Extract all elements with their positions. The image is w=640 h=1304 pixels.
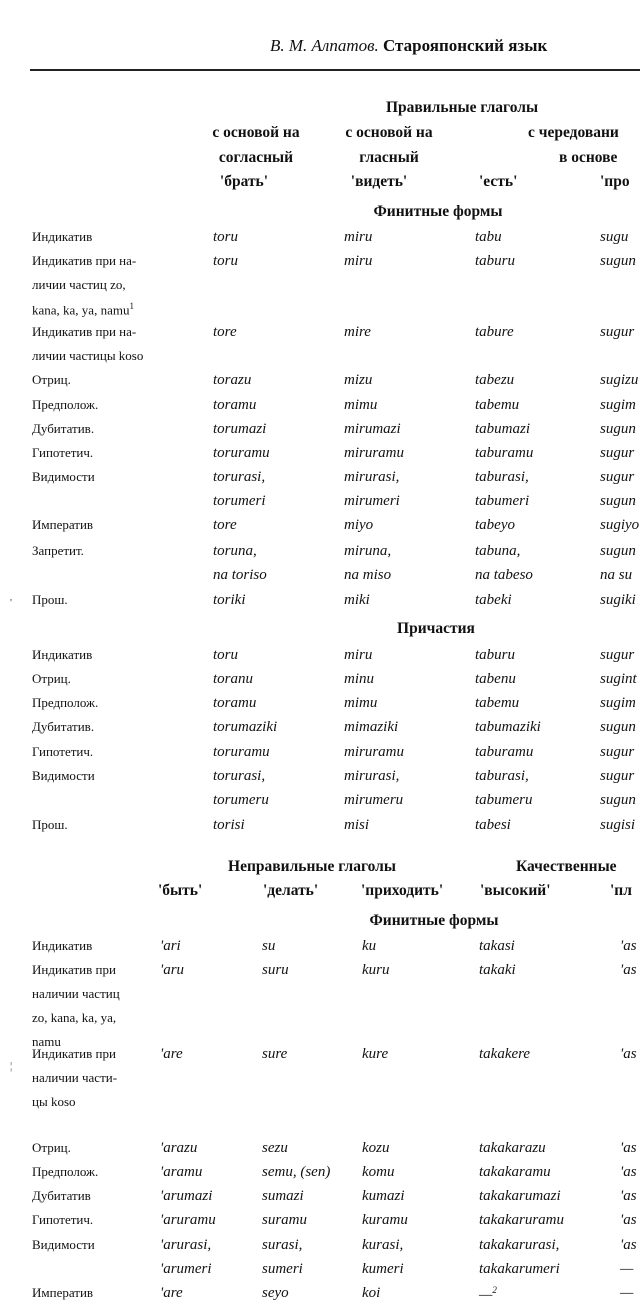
finite-cell-c2: miruna,	[344, 543, 392, 559]
finite-cell-c1: toriki	[213, 592, 246, 608]
finite-row-label: Гипотетич.	[32, 445, 94, 460]
irregular-cell-c4: takakarazu	[479, 1140, 546, 1156]
col2-gloss: 'видеть'	[350, 173, 408, 190]
irregular-row-label: цы koso	[32, 1094, 76, 1109]
irregular-cell-c1: 'aru	[160, 962, 185, 978]
participle-cell-c4: sugur	[600, 744, 635, 760]
col1-head-line1: с основой на	[212, 124, 300, 141]
finite-cell-c3: taburasi,	[475, 469, 529, 485]
margin-mark: ¦	[10, 1060, 13, 1072]
finite-cell-c3: tabumazi	[475, 421, 531, 437]
irregular-cell-c4: takakere	[479, 1046, 531, 1062]
irregular-cell-c4: takakarumeri	[479, 1261, 560, 1277]
participle-cell-c3: tabumaziki	[475, 719, 541, 735]
irregular-row-label: Предполож.	[32, 1164, 99, 1179]
irregular-cell-c5: 'as	[620, 1140, 637, 1156]
participle-row-label: Предполож.	[32, 695, 99, 710]
finite-row-label: Отриц.	[32, 372, 71, 387]
irregular-cell-c1: 'arurasi,	[160, 1237, 212, 1253]
participle-cell-c3: tabesi	[475, 817, 511, 833]
irregular-cell-c3: koi	[362, 1285, 381, 1301]
gloss-be: 'быть'	[158, 882, 203, 899]
irregular-cell-c4: takasi	[479, 938, 515, 954]
finite-cell-c3: tabuna,	[475, 543, 521, 559]
participle-cell-c4: sugint	[600, 671, 637, 687]
finite-cell-c4: sugun	[600, 253, 636, 269]
running-header	[270, 36, 547, 56]
finite-row-label: Прош.	[32, 592, 68, 607]
irregular-cell-c2: sezu	[262, 1140, 288, 1156]
finite-cell-c4: sugun	[600, 493, 636, 509]
participle-row-label: Отриц.	[32, 671, 71, 686]
irregular-cell-c2: semu, (sen)	[262, 1164, 331, 1180]
finite-row-label: Запретит.	[32, 543, 84, 558]
irregular-cell-c3: kumeri	[362, 1261, 404, 1277]
participle-cell-c4: sugun	[600, 792, 636, 808]
irregular-cell-c2: su	[262, 938, 276, 954]
participle-cell-c3: taburu	[475, 647, 516, 663]
participle-cell-c1: torurasi,	[213, 768, 266, 784]
participle-cell-c3: tabumeru	[475, 792, 533, 808]
irregular-cell-c3: kurasi,	[362, 1237, 404, 1253]
finite-cell-c2: miki	[344, 592, 370, 608]
irregular-row-label: Императив	[32, 1285, 94, 1300]
irregular-cell-c4: takakaramu	[479, 1164, 551, 1180]
irregular-cell-c1: 'are	[160, 1285, 183, 1301]
finite-cell-c1: torurasi,	[213, 469, 266, 485]
participle-cell-c4: sugun	[600, 719, 636, 735]
irregular-cell-c2: sure	[262, 1046, 288, 1062]
irregular-cell-c2: suramu	[262, 1212, 308, 1228]
footnote-marker: 2	[492, 1285, 497, 1295]
finite-cell-c2: miruramu	[344, 445, 405, 461]
finite-cell-c4: sugizu	[600, 372, 639, 388]
participle-cell-c1: torumaziki	[213, 719, 278, 735]
finite-cell-c1: toruna,	[213, 543, 257, 559]
participle-cell-c4: sugur	[600, 768, 635, 784]
finite-cell-c2: mimu	[344, 397, 378, 413]
irregular-row-label: Гипотетич.	[32, 1212, 94, 1227]
finite-cell-c4: sugim	[600, 397, 636, 413]
col4-gloss: 'про	[600, 173, 630, 190]
irregular-cell-c2: suru	[262, 962, 289, 978]
irregular-cell-c1: 'ari	[160, 938, 181, 954]
irregular-cell-c1: 'arumeri	[160, 1261, 212, 1277]
col1-head-line2: согласный	[218, 149, 294, 166]
irregular-cell-c4: takakarumazi	[479, 1188, 561, 1204]
participle-cell-c2: minu	[344, 671, 374, 687]
participle-cell-c2: mimaziki	[344, 719, 399, 735]
regular-verbs-heading: Правильные глаголы	[385, 99, 539, 116]
finite-cell-c3: tabu	[475, 229, 502, 245]
irregular-cell-c5: —	[620, 1285, 634, 1301]
irregular-cell-c4: takakarurasi,	[479, 1237, 560, 1253]
irregular-row-label: Дубитатив	[32, 1188, 91, 1203]
finite-cell-c3: tabumeri	[475, 493, 530, 509]
irregular-cell-c2: sumazi	[262, 1188, 304, 1204]
irregular-verbs-heading: Неправильные глаголы	[228, 858, 396, 875]
irregular-row-label: Индикатив	[32, 938, 93, 953]
irregular-cell-c3: komu	[362, 1164, 395, 1180]
participle-cell-c1: torisi	[213, 817, 245, 833]
irregular-row-label: Видимости	[32, 1237, 95, 1252]
finite-cell-c1: tore	[213, 517, 237, 533]
irregular-cell-c1: 'arumazi	[160, 1188, 213, 1204]
irregular-cell-c5: 'as	[620, 938, 637, 954]
finite-cell-c2: miru	[344, 229, 373, 245]
irregular-cell-c5: 'as	[620, 1046, 637, 1062]
header-rule	[30, 69, 640, 71]
finite-cell-c3: taburu	[475, 253, 516, 269]
participle-row-label: Гипотетич.	[32, 744, 94, 759]
participle-cell-c2: miruramu	[344, 744, 405, 760]
irregular-cell-c4: takaki	[479, 962, 516, 978]
finite-cell-c4: na su	[600, 567, 633, 583]
finite-cell-c2: mire	[344, 324, 371, 340]
irregular-cell-c1: 'arazu	[160, 1140, 198, 1156]
finite-cell-c4: sugun	[600, 543, 636, 559]
col1-gloss: 'брать'	[219, 173, 269, 190]
participle-cell-c2: miru	[344, 647, 373, 663]
irregular-cell-c2: surasi,	[262, 1237, 303, 1253]
participle-cell-c1: toru	[213, 647, 239, 663]
finite-cell-c1: toru	[213, 229, 239, 245]
irregular-row-label: Индикатив при	[32, 962, 116, 977]
footnote-marker: 1	[129, 301, 134, 311]
irregular-cell-c1: 'aramu	[160, 1164, 203, 1180]
finite-cell-c1: torumazi	[213, 421, 267, 437]
finite-row-label: Индикатив при на-	[32, 253, 137, 268]
finite-row-label: Видимости	[32, 469, 95, 484]
irregular-cell-c4: takakaruramu	[479, 1212, 564, 1228]
finite-cell-c2: mirurasi,	[344, 469, 400, 485]
irregular-cell-c5: 'as	[620, 1164, 637, 1180]
finite-cell-c3: na tabeso	[475, 567, 533, 583]
finite-cell-c1: toru	[213, 253, 239, 269]
participle-cell-c4: sugur	[600, 647, 635, 663]
finite-cell-c1: torazu	[213, 372, 252, 388]
header-author: В. М. Алпатов.	[270, 36, 379, 55]
finite-cell-c4: sugiyo	[600, 517, 640, 533]
gloss-come: 'приходить'	[361, 882, 444, 899]
finite-cell-c3: tabezu	[475, 372, 515, 388]
finite-cell-c2: miru	[344, 253, 373, 269]
irregular-cell-c3: kure	[362, 1046, 389, 1062]
finite-cell-c4: sugur	[600, 324, 635, 340]
irregular-row-label: Индикатив при	[32, 1046, 116, 1061]
irregular-cell-c2: seyo	[262, 1285, 289, 1301]
participle-cell-c3: taburasi,	[475, 768, 529, 784]
irregular-cell-c3: kozu	[362, 1140, 390, 1156]
finite-row-label: личии частиц zo,	[32, 277, 126, 292]
finite-forms-heading-2: Финитные формы	[369, 912, 499, 929]
finite-cell-c3: taburamu	[475, 445, 534, 461]
finite-row-label: kana, ka, ya, namu$^1$	[32, 301, 134, 318]
finite-row-label: Императив	[32, 517, 94, 532]
finite-cell-c1: tore	[213, 324, 237, 340]
participle-cell-c2: mimu	[344, 695, 378, 711]
finite-cell-c3: tabeki	[475, 592, 512, 608]
irregular-cell-c5: 'as	[620, 962, 637, 978]
participle-cell-c2: mirurasi,	[344, 768, 400, 784]
irregular-row-label: Отриц.	[32, 1140, 71, 1155]
irregular-row-label: zo, kana, ka, ya,	[32, 1010, 117, 1025]
participle-row-label: Прош.	[32, 817, 68, 832]
irregular-cell-c5: 'as	[620, 1188, 637, 1204]
irregular-cell-c3: kuramu	[362, 1212, 408, 1228]
irregular-cell-c5: —	[620, 1261, 634, 1277]
finite-cell-c1: toruramu	[213, 445, 270, 461]
participle-cell-c2: misi	[344, 817, 370, 833]
finite-row-label: Дубитатив.	[32, 421, 95, 436]
participle-row-label: Дубитатив.	[32, 719, 95, 734]
participle-row-label: Видимости	[32, 768, 95, 783]
participles-heading: Причастия	[397, 620, 475, 637]
participle-cell-c1: toruramu	[213, 744, 270, 760]
finite-row-label: Индикатив	[32, 229, 93, 244]
irregular-cell-c3: kuru	[362, 962, 390, 978]
participle-cell-c3: tabemu	[475, 695, 520, 711]
gloss-5: 'пл	[610, 882, 632, 899]
participle-cell-c2: mirumeru	[344, 792, 404, 808]
finite-row-label: Индикатив при на-	[32, 324, 137, 339]
finite-cell-c2: mirumeri	[344, 493, 400, 509]
finite-cell-c1: toramu	[213, 397, 257, 413]
finite-cell-c3: tabemu	[475, 397, 520, 413]
finite-cell-c1: torumeri	[213, 493, 266, 509]
participle-cell-c4: sugisi	[600, 817, 636, 833]
finite-forms-heading: Финитные формы	[373, 203, 503, 220]
irregular-cell-c3: ku	[362, 938, 377, 954]
irregular-cell-c2: sumeri	[262, 1261, 303, 1277]
participle-cell-c4: sugim	[600, 695, 636, 711]
finite-row-label: личии частицы koso	[32, 348, 144, 363]
finite-cell-c2: miyo	[344, 517, 374, 533]
irregular-cell-c5: 'as	[620, 1237, 637, 1253]
participle-cell-c3: tabenu	[475, 671, 516, 687]
col3-head-line2: в основе	[559, 149, 618, 166]
irregular-cell-c1: 'are	[160, 1046, 183, 1062]
col3-head-line1: с чередовани	[528, 124, 619, 141]
col2-head-line1: с основой на	[345, 124, 433, 141]
qualitative-heading: Качественные	[516, 858, 617, 875]
irregular-cell-c5: 'as	[620, 1212, 637, 1228]
irregular-cell-c1: 'aruramu	[160, 1212, 216, 1228]
margin-mark: '	[10, 597, 12, 609]
finite-row-label: Предполож.	[32, 397, 99, 412]
participle-cell-c3: taburamu	[475, 744, 534, 760]
finite-cell-c2: mizu	[344, 372, 373, 388]
finite-cell-c1: na toriso	[213, 567, 267, 583]
finite-cell-c2: na miso	[344, 567, 392, 583]
participle-cell-c1: torumeru	[213, 792, 269, 808]
irregular-cell-c4: —$^2$	[479, 1285, 497, 1303]
finite-cell-c3: tabeyo	[475, 517, 515, 533]
participle-cell-c1: toramu	[213, 695, 257, 711]
finite-cell-c4: sugun	[600, 421, 636, 437]
finite-cell-c4: sugu	[600, 229, 629, 245]
irregular-row-label: наличии частиц	[32, 986, 120, 1001]
gloss-high: 'высокий'	[480, 882, 551, 899]
finite-cell-c2: mirumazi	[344, 421, 401, 437]
finite-cell-c4: sugur	[600, 469, 635, 485]
irregular-row-label: namu	[32, 1034, 61, 1049]
finite-cell-c4: sugiki	[600, 592, 636, 608]
irregular-cell-c3: kumazi	[362, 1188, 405, 1204]
finite-cell-c4: sugur	[600, 445, 635, 461]
col2-head-line2: гласный	[359, 149, 419, 166]
col3-gloss: 'есть'	[479, 173, 518, 190]
participle-cell-c1: toranu	[213, 671, 254, 687]
finite-cell-c3: tabure	[475, 324, 514, 340]
participle-row-label: Индикатив	[32, 647, 93, 662]
gloss-do: 'делать'	[263, 882, 319, 899]
header-title: Старояпонский язык	[383, 36, 548, 55]
irregular-row-label: наличии части-	[32, 1070, 118, 1085]
